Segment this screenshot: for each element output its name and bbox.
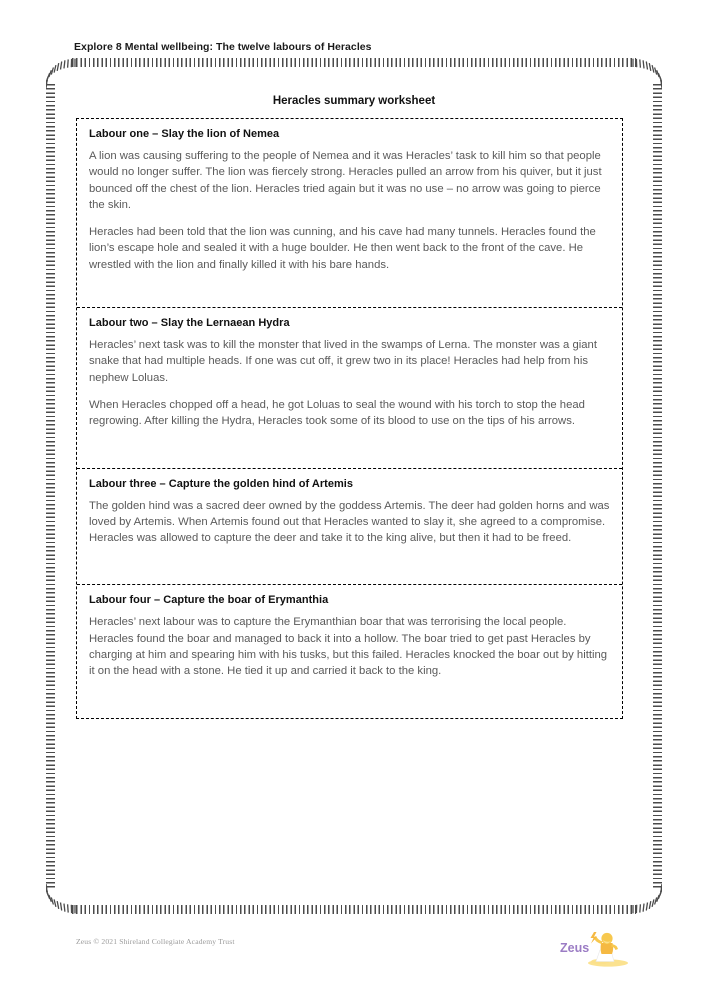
footer-copyright: Zeus © 2021 Shireland Collegiate Academy Trust <box>76 937 235 946</box>
zeus-logo <box>556 930 636 972</box>
labour-paragraph: Heracles’ next labour was to capture the Erymanthian boar that was terrorising the local people. Heracles found the boar and managed to back it into a hollow. The boar tried to get past Heracles by charging at him and spearing him with his tusks, but this failed. Heracles knocked the boar out by hitting it on the head with a stone. He tied it up and carried it back to the king. <box>89 616 608 678</box>
labour-paragraph: Heracles’ next task was to kill the monster that lived in the swamps of Lerna. The monster was a giant snake that had multiple heads. If one was cut off, it grew two in its place! Heracles had help from his nephew Loluas. <box>89 339 597 384</box>
zeus-logo-text: Zeus <box>560 941 590 955</box>
labour-heading: Labour two – Slay the Lernaean Hydra <box>89 317 290 330</box>
worksheet-dashed-container <box>76 118 623 719</box>
worksheet-title: Heracles summary worksheet <box>272 95 436 107</box>
page-header-title: Explore 8 Mental wellbeing: The twelve labours of Heracles <box>74 41 372 53</box>
frame-corner-top-left <box>46 58 76 88</box>
frame-corner-top-right <box>632 58 662 88</box>
labour-paragraph: When Heracles chopped off a head, he got Loluas to seal the wound with his torch to stop the head regrowing. After killing the Hydra, Heracles took some of its blood to use on the tips of his arrows. <box>89 398 585 428</box>
labour-section-two <box>77 308 622 468</box>
labour-heading: Labour three – Capture the golden hind of Artemis <box>89 477 353 490</box>
frame-corner-bottom-left <box>46 884 76 914</box>
frame-edge-top <box>72 58 636 67</box>
labour-heading: Labour one – Slay the lion of Nemea <box>89 128 280 140</box>
labour-section-four <box>77 585 622 717</box>
labour-heading: Labour four – Capture the boar of Erymanthia <box>89 594 329 607</box>
labour-paragraph: A lion was causing suffering to the people of Nemea and it was Heracles’ task to kill him so that people would no longer suffer. The lion was fiercely strong. Heracles pulled an arrow from his quiver, but it just bounced off the chest of the lion. Heracles tried again but it was no use – no arrow was going to pierce the skin. <box>89 150 602 211</box>
frame-edge-bottom <box>72 905 636 914</box>
labour-section-three <box>77 469 622 586</box>
frame-edge-right <box>653 84 662 888</box>
labour-section-one <box>77 119 622 308</box>
labour-paragraph: The golden hind was a sacred deer owned by the goddess Artemis. The deer had golden horns and was loved by Artemis. When Artemis found out that Heracles wanted to slay it, she agreed to a compromise. Heracles was allowed to capture the deer and take it to the king alive, but then it had to be freed. <box>89 499 610 545</box>
frame-corner-bottom-right <box>632 884 662 914</box>
labour-paragraph: Heracles had been told that the lion was cunning, and his cave had many tunnels. Heracles found the lion’s escape hole and sealed it with a huge boulder. He then went back to the front of the cave. He wrestled with the lion and finally killed it with his bare hands. <box>89 226 596 271</box>
frame-edge-left <box>46 84 55 888</box>
